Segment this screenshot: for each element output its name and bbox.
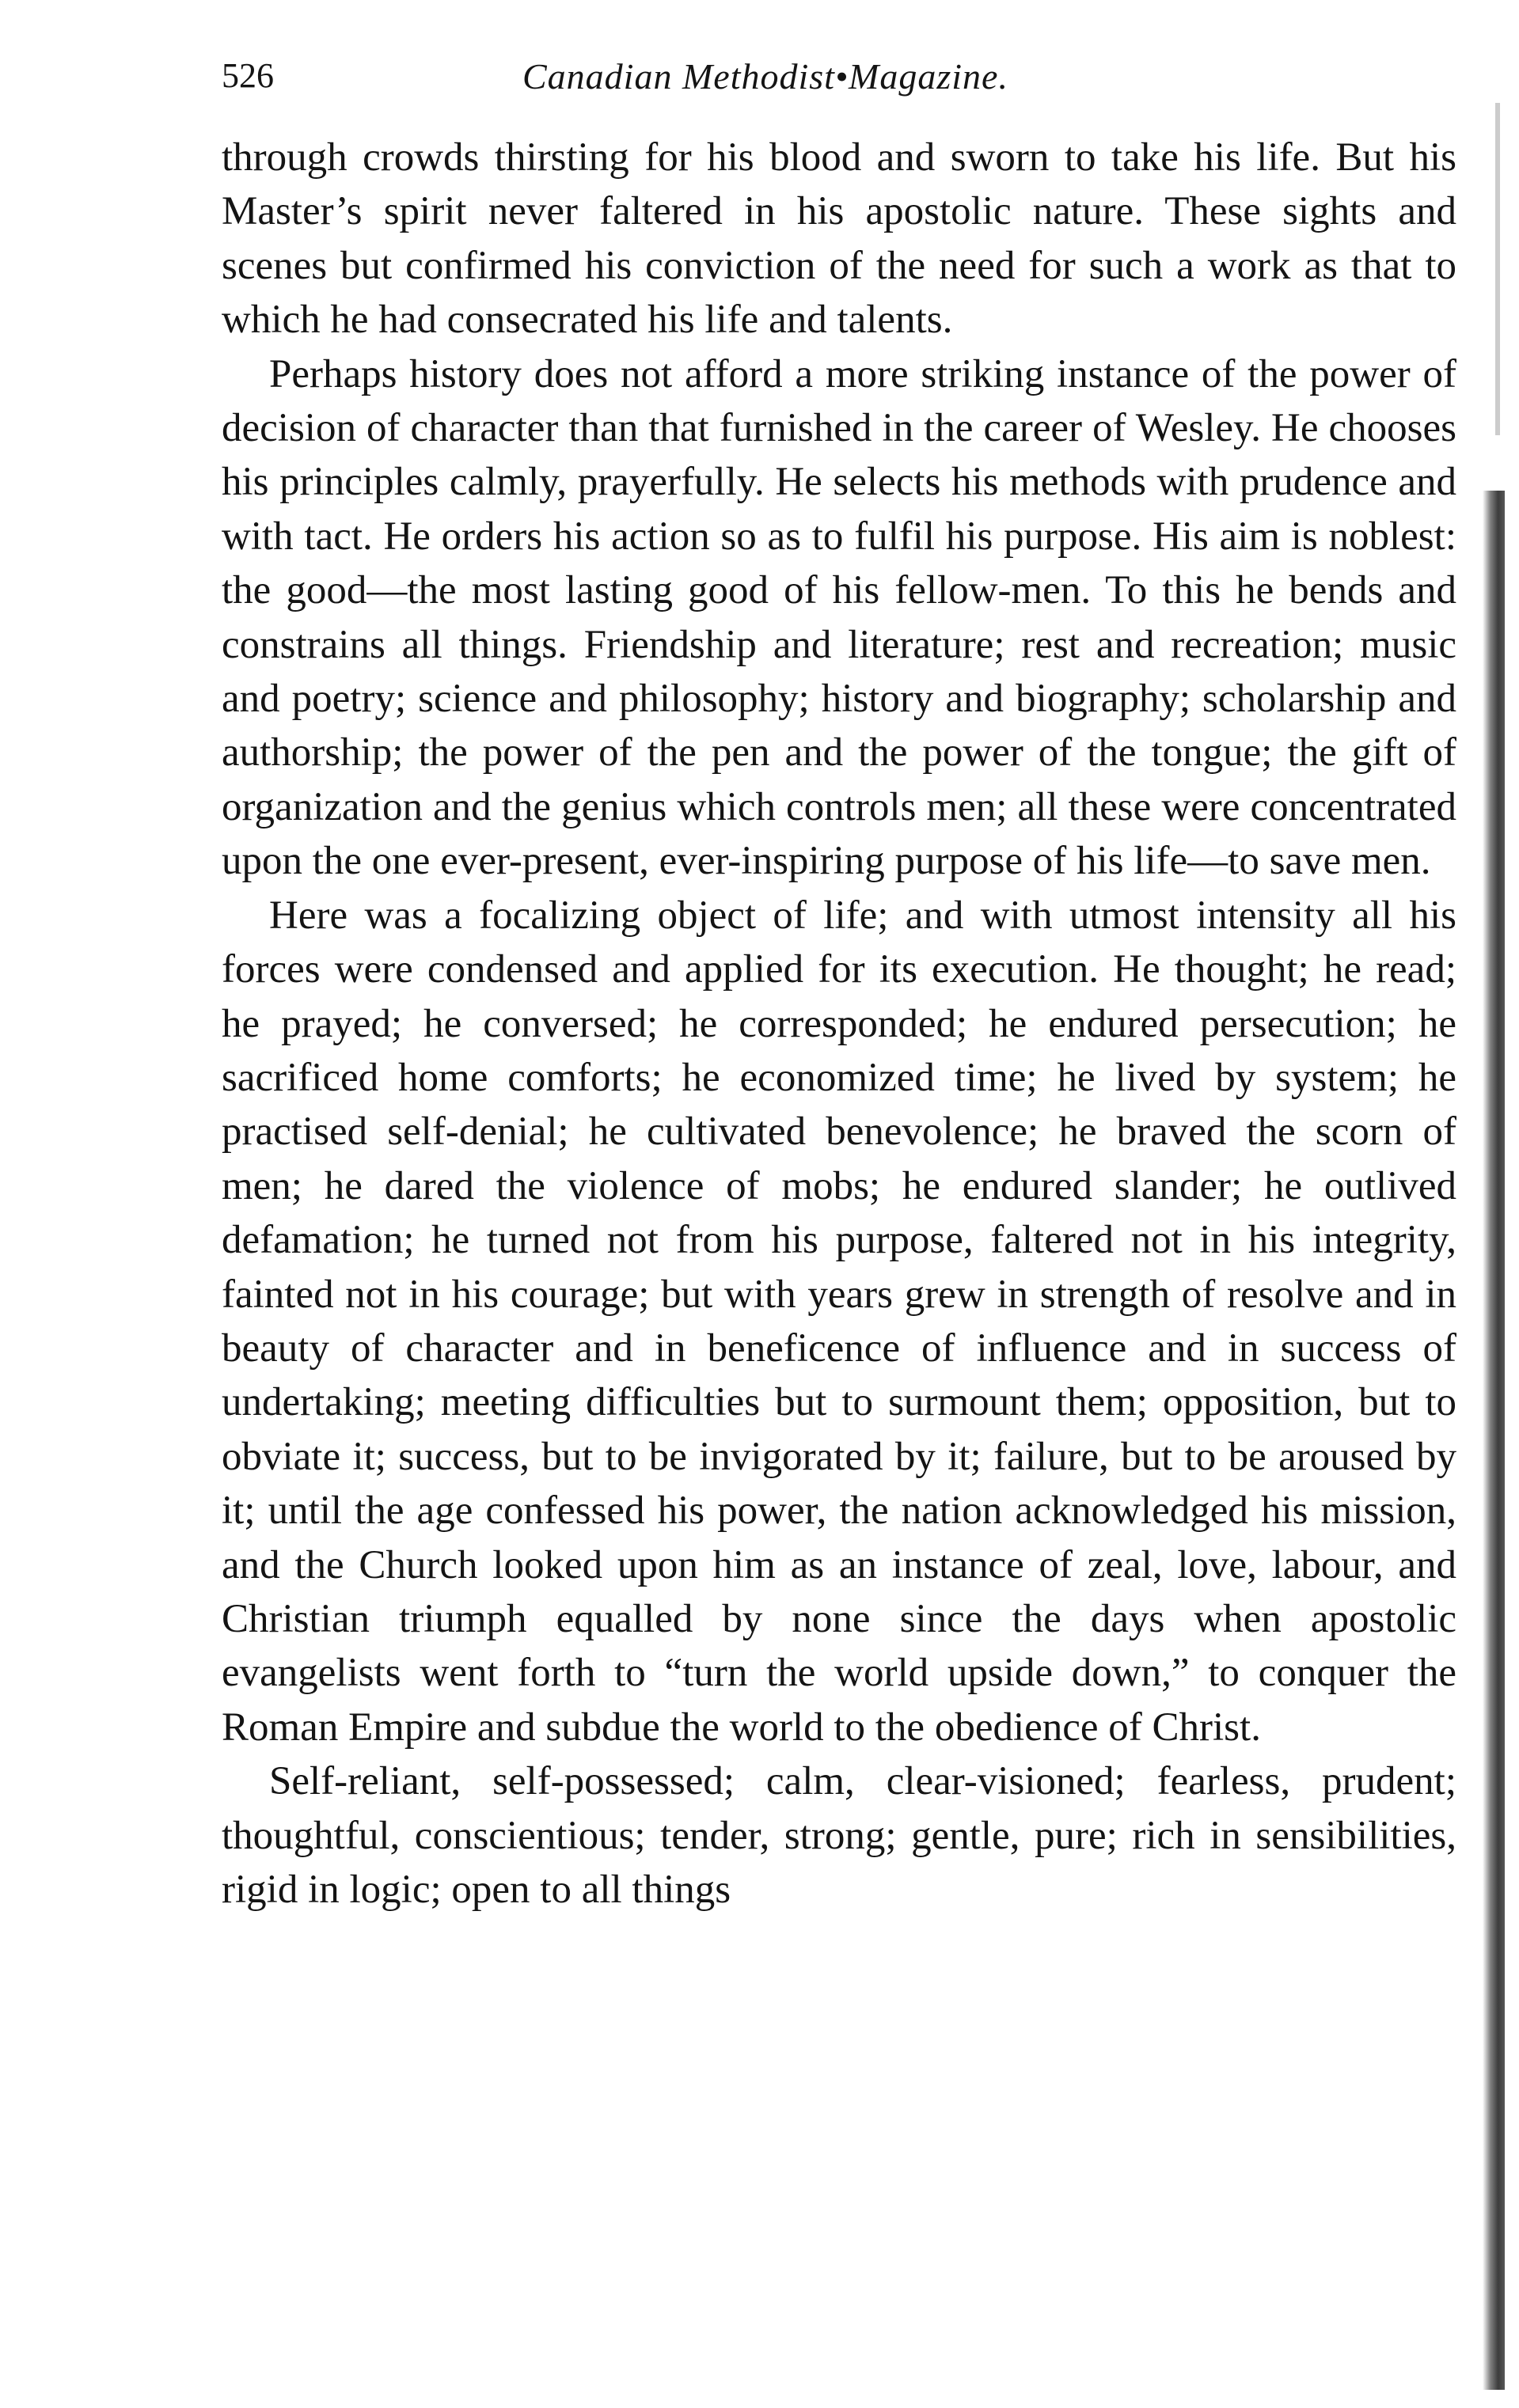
scan-edge-shadow-top xyxy=(1495,103,1500,435)
paragraph-focalizing-object: Here was a focalizing object of life; and with utmost intensity all his forces were condensed and applied for its execution. He thought; he read; he prayed; he conversed; he corresponded; he endured persecution; he sacrificed home comforts; he economized time; he lived by system; he practised self-denial; he cultivated benevolence; he braved the scorn of men; he dared the violence of mobs; he endured slander; he outlived defamation; he turned not from his purpose, faltered not in his integrity, fainted not in his courage; but with years grew in strength of resolve and in beauty of character and in beneficence of influence and in success of undertaking; meeting difficulties but to surmount them; opposition, but to obviate it; success, but to be invigorated by it; failure, but to be aroused by it; until the age confessed his power, the nation acknowledged his mission, and the Church looked upon him as an instance of zeal, love, labour, and Christian triumph equalled by none since the days when apostolic evangelists went forth to “turn the world upside down,” to conquer the Roman Empire and subdue the world to the obedience of Christ. xyxy=(222,893,1456,1750)
page-header xyxy=(222,55,1456,119)
body-text xyxy=(222,131,1456,1917)
paragraph-self-reliant: Self-reliant, self-possessed; calm, clear-visioned; fearless, prudent; thoughtful, conscientious; tender, strong; gentle, pure; rich in sensibilities, rigid in logic; open to all things xyxy=(222,1759,1456,1912)
scan-edge-shadow xyxy=(1483,491,1505,2390)
paragraph-decision-of-character: Perhaps history does not afford a more striking instance of the power of decision of character than that furnished in the career of Wesley. He chooses his principles calmly, prayerfully. He selects his methods with prudence and with tact. He orders his action so as to fulfil his purpose. His aim is noblest: the good—the most lasting good of his fellow-men. To this he bends and constrains all things. Friendship and literature; rest and recreation; music and poetry; science and philosophy; history and biography; scholarship and authorship; the power of the pen and the power of the tongue; the gift of organization and the genius which controls men; all these were concentrated upon the one ever-present, ever-inspiring purpose of his life—to save men. xyxy=(222,351,1456,884)
page-number: 526 xyxy=(222,56,274,95)
running-title: Canadian Methodist•Magazine. xyxy=(522,56,1008,97)
paragraph-continuation: through crowds thirsting for his blood and sworn to take his life. But his Master’s spirit never faltered in his apostolic nature. These sights and scenes but confirmed his conviction of the need for such a work as that to which he had consecrated his life and talents. xyxy=(222,135,1456,343)
